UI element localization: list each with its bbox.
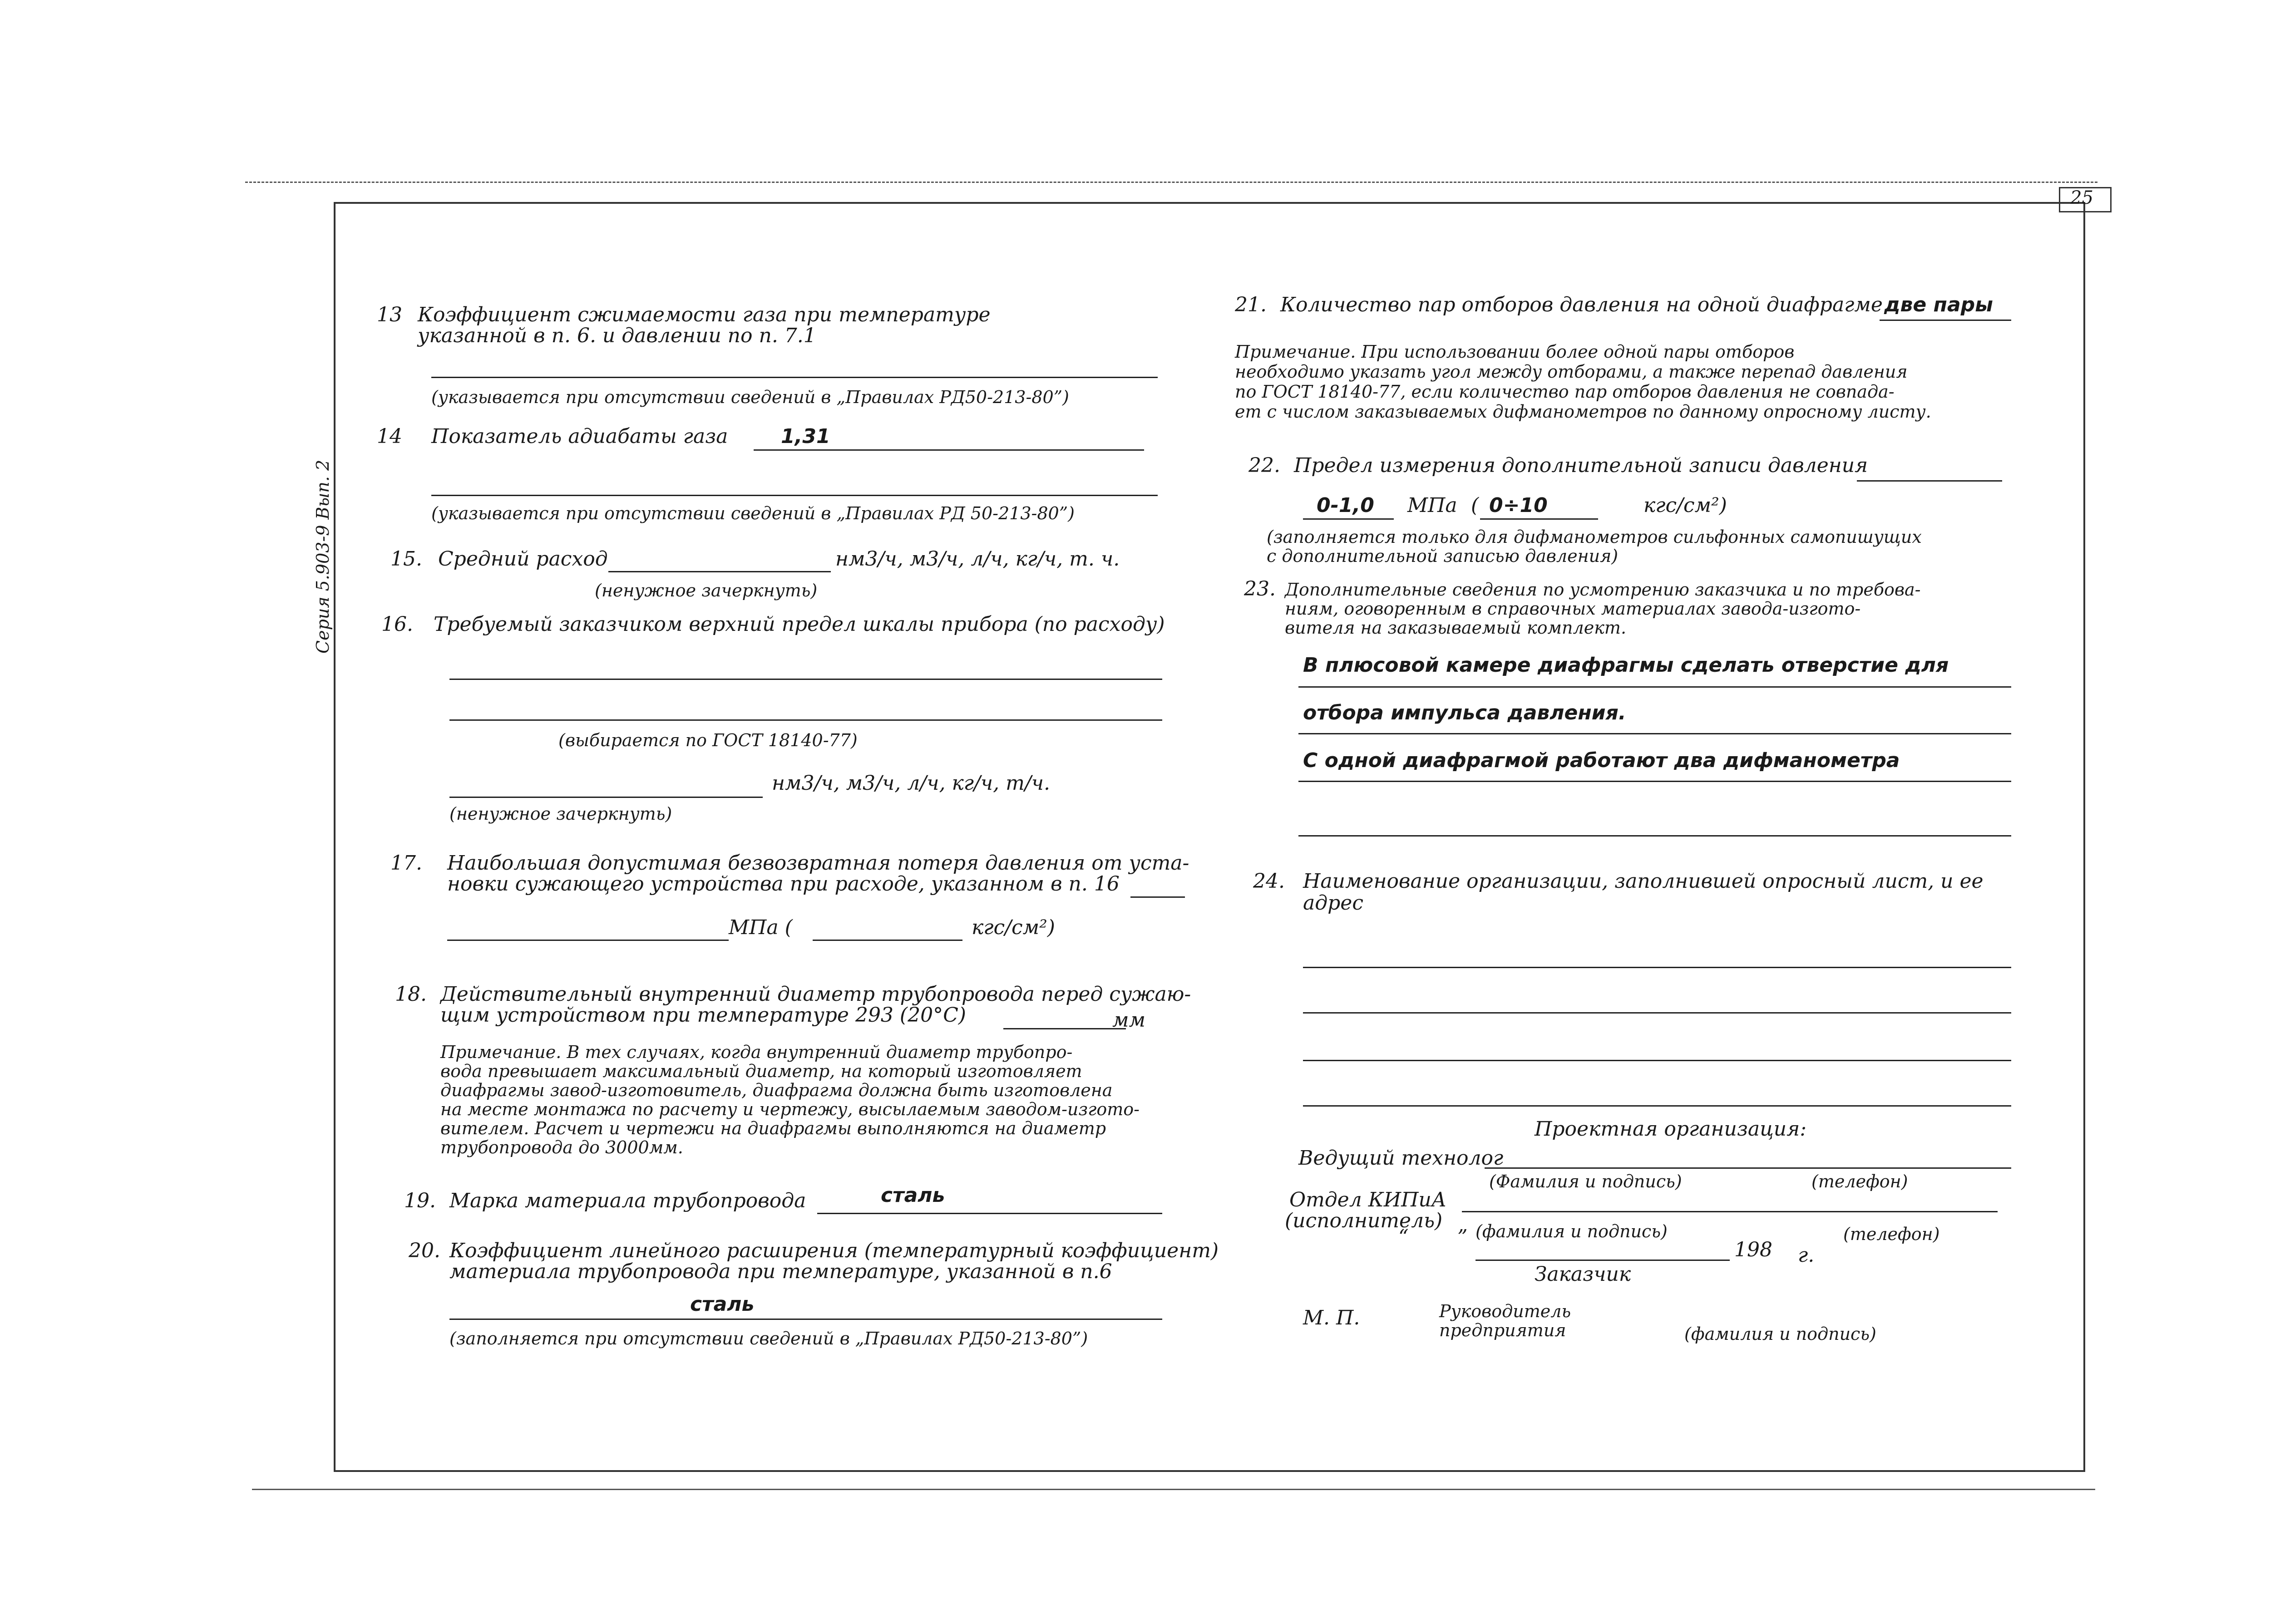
quote-open: “ [1398, 1225, 1409, 1249]
item-23-field2[interactable] [1298, 733, 2011, 734]
item-21-number: 21. [1235, 293, 1267, 316]
item-13-field[interactable] [431, 377, 1158, 378]
dept-label-2: (исполнитель) [1285, 1209, 1443, 1232]
item-13-note: (указывается при отсутствии сведений в „Правилах РД50-213-80”) [431, 387, 1069, 407]
item-13-line2: указанной в п. 6. и давлении по п. 7.1 [418, 324, 816, 347]
customer-label: Заказчик [1535, 1263, 1631, 1286]
item-17-line2: новки сужающего устройства при расходе, указанном в п. 16 [447, 872, 1120, 896]
item-16-note: (выбирается по ГОСТ 18140-77) [558, 730, 858, 750]
item-23-answer2: отбора импульса давления. [1303, 701, 1626, 724]
item-14-number: 14 [377, 425, 402, 448]
item-18-note-3: диафрагмы завод-изготовитель, диафрагма должна быть изготовлена [440, 1080, 1113, 1100]
item-14-field[interactable] [754, 449, 885, 451]
year-text: 198 [1734, 1238, 1772, 1261]
item-15-field[interactable] [608, 571, 831, 572]
quote-close: ” [1457, 1225, 1468, 1249]
page-number: 25 [2070, 187, 2093, 208]
item-22-paren: ( [1471, 494, 1479, 517]
item-24-number: 24. [1253, 870, 1285, 893]
item-15-units: нм3/ч, м3/ч, л/ч, кг/ч, т. ч. [835, 547, 1120, 571]
item-18-note-6: трубопровода до 3000мм. [440, 1137, 683, 1157]
item-17-field3[interactable] [813, 940, 962, 941]
item-18-line2: щим устройством при температуре 293 (20°С) [440, 1004, 966, 1027]
item-15-note: (ненужное зачеркнуть) [595, 581, 818, 600]
item-22-unit1: МПа [1407, 494, 1457, 517]
item-16-field2[interactable] [449, 719, 1162, 721]
item-23-answer3: С одной диафрагмой работают два дифманометра [1303, 749, 1900, 772]
date-field[interactable] [1476, 1260, 1730, 1261]
item-21-value: две пары [1884, 293, 1993, 316]
item-22-unit2: кгс/см²) [1643, 494, 1727, 517]
item-22-value1: 0-1,0 [1317, 494, 1374, 517]
item-24-field4[interactable] [1303, 1105, 2011, 1107]
item-23-field1[interactable] [1298, 686, 2011, 688]
item-23-field3[interactable] [1298, 781, 2011, 782]
item-17-kgs: кгс/см²) [972, 916, 1055, 939]
item-14-value: 1,31 [781, 425, 830, 448]
item-22-number: 22. [1248, 454, 1280, 477]
item-19-number: 19. [404, 1189, 436, 1212]
item-23-line2: ниям, оговоренным в справочных материалах завода-изгото- [1285, 599, 1861, 619]
item-18-note-2: вода превышает максимальный диаметр, на который изготовляет [440, 1061, 1082, 1081]
item-17-line1: Наибольшая допустимая безвозвратная потеря давления от уста- [447, 851, 1189, 875]
top-border-outer [245, 182, 2097, 183]
item-22-field-v1[interactable] [1303, 518, 1394, 520]
dept-label-1: Отдел КИПиА [1289, 1188, 1447, 1211]
fio-label-2: (фамилия и подпись) [1476, 1221, 1668, 1241]
item-14-label: Показатель адиабаты газа [431, 425, 728, 448]
item-20-line1: Коэффициент линейного расширения (температурный коэффициент) [449, 1239, 1219, 1262]
item-14-note: (указывается при отсутствии сведений в „Правилах РД 50-213-80”) [431, 503, 1075, 523]
item-16-note2: (ненужное зачеркнуть) [449, 804, 672, 824]
item-18-field[interactable] [1003, 1028, 1126, 1029]
item-24-line2: адрес [1303, 891, 1363, 915]
item-22-note2: с дополнительной записью давления) [1267, 546, 1619, 566]
item-20-line2: материала трубопровода при температуре, указанной в п.6 [449, 1260, 1112, 1283]
item-22-field-v2[interactable] [1480, 518, 1598, 520]
item-19-label: Марка материала трубопровода [449, 1189, 806, 1212]
item-19-field[interactable] [817, 1213, 1162, 1214]
item-17-field2[interactable] [447, 940, 729, 941]
item-20-value: сталь [690, 1293, 755, 1316]
item-18-unit: мм [1112, 1009, 1145, 1032]
head-label-2: предприятия [1439, 1320, 1566, 1340]
year-suffix: г. [1798, 1244, 1815, 1267]
bottom-border-outer [252, 1489, 2095, 1490]
item-18-line1: Действительный внутренний диаметр трубопровода перед сужаю- [440, 983, 1191, 1006]
item-15-number: 15. [390, 547, 422, 571]
item-20-number: 20. [409, 1239, 440, 1262]
item-13-line1: Коэффициент сжимаемости газа при температуре [418, 303, 991, 326]
item-24-field1[interactable] [1303, 967, 2011, 968]
item-23-field4[interactable] [1298, 835, 2011, 837]
item-22-note1: (заполняется только для дифманометров сильфонных самопишущих [1267, 527, 1922, 547]
design-org-label: Проектная организация: [1535, 1117, 1807, 1141]
item-16-field1[interactable] [449, 679, 1162, 680]
item-16-label: Требуемый заказчиком верхний предел шкалы прибора (по расходу) [434, 613, 1165, 636]
fio-label-3: (фамилия и подпись) [1684, 1324, 1876, 1344]
stamp-place-label: М. П. [1303, 1306, 1360, 1329]
item-16-number: 16. [381, 613, 413, 636]
item-14-field-ext[interactable] [885, 449, 1144, 451]
item-21-note-2: необходимо указать угол между отборами, а также перепад давления [1235, 362, 1908, 382]
item-18-note-5: вителем. Расчет и чертежи на диафрагмы выполняются на диаметр [440, 1118, 1106, 1138]
item-23-line3: вителя на заказываемый комплект. [1285, 618, 1627, 638]
item-24-field2[interactable] [1303, 1012, 2011, 1014]
fio-label-1: (Фамилия и подпись) [1489, 1171, 1682, 1191]
tel-label-2: (телефон) [1843, 1224, 1940, 1244]
item-22-label: Предел измерения дополнительной записи давления [1294, 454, 1868, 477]
item-22-field[interactable] [1857, 480, 2002, 482]
item-19-value: сталь [881, 1184, 945, 1207]
item-17-field1[interactable] [1130, 896, 1185, 898]
item-21-note-3: по ГОСТ 18140-77, если количество пар отборов давления не совпада- [1235, 382, 1895, 402]
item-24-line1: Наименование организации, заполнившей опросный лист, и ее [1303, 870, 1984, 893]
item-17-number: 17. [390, 851, 422, 875]
item-20-field[interactable] [449, 1319, 1162, 1320]
item-17-mpa: МПа ( [729, 916, 793, 939]
item-18-note-4: на месте монтажа по расчету и чертежу, высылаемым заводом-изгото- [440, 1099, 1140, 1119]
item-21-label: Количество пар отборов давления на одной диафрагме [1280, 293, 1883, 316]
item-18-number: 18. [395, 983, 427, 1006]
margin-note: Серия 5.903-9 Вып. 2 [313, 459, 333, 654]
item-23-answer1: В плюсовой камере диафрагмы сделать отверстие для [1303, 654, 1949, 677]
item-23-number: 23. [1244, 577, 1276, 600]
lead-technologist-label: Ведущий технолог [1298, 1147, 1504, 1170]
item-15-label: Средний расход [438, 547, 608, 571]
tel-label-1: (телефон) [1811, 1171, 1908, 1191]
item-22-value2: 0÷10 [1489, 494, 1548, 517]
item-23-line1: Дополнительные сведения по усмотрению заказчика и по требова- [1285, 580, 1921, 600]
item-21-note-4: ет с числом заказываемых дифманометров по данному опросному листу. [1235, 402, 1931, 422]
item-21-field[interactable] [1880, 320, 2011, 321]
item-24-field3[interactable] [1303, 1060, 2011, 1061]
item-20-note: (заполняется при отсутствии сведений в „Правилах РД50-213-80”) [449, 1329, 1088, 1348]
executor-sign-field[interactable] [1462, 1211, 1998, 1212]
lead-technologist-sign-field[interactable] [1485, 1167, 2011, 1169]
item-21-note-1: Примечание. При использовании более одной пары отборов [1235, 342, 1795, 362]
item-16-units: нм3/ч, м3/ч, л/ч, кг/ч, т/ч. [772, 772, 1051, 795]
item-13-number: 13 [377, 303, 402, 326]
item-14-field2[interactable] [431, 495, 1158, 496]
item-18-note-1: Примечание. В тех случаях, когда внутренний диаметр трубопро- [440, 1042, 1073, 1062]
head-label-1: Руководитель [1439, 1301, 1571, 1321]
item-16-field3[interactable] [449, 797, 763, 798]
